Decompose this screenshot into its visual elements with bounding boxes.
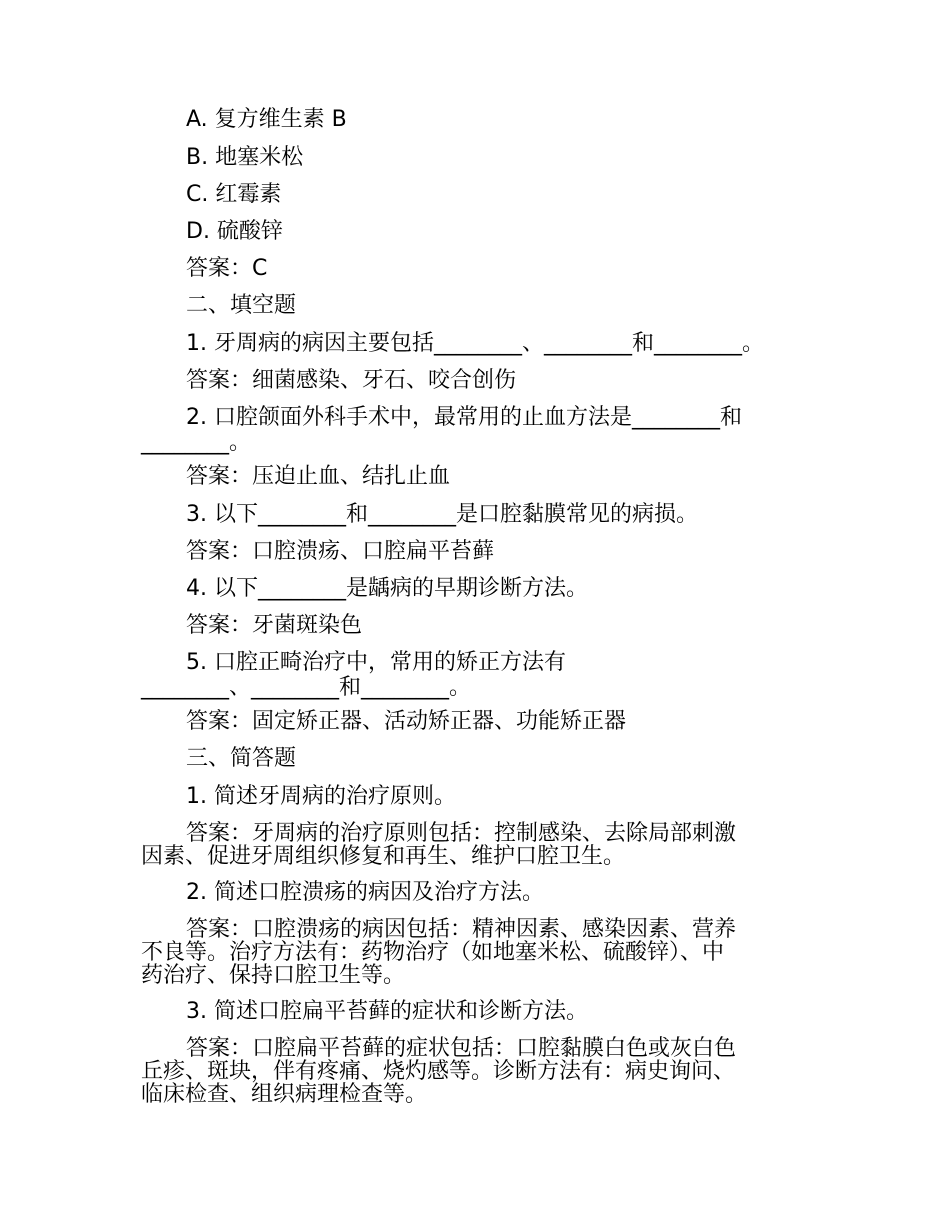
short-answer-2-line1: 答案：口腔溃疡的病因包括：精神因素、感染因素、营养 bbox=[186, 917, 737, 942]
short-answer-2-line3: 药治疗、保持口腔卫生等。 bbox=[141, 963, 406, 988]
short-question-2: 2. 简述口腔溃疡的病因及治疗方法。 bbox=[186, 880, 544, 905]
fill-question-2-line2: ________。 bbox=[141, 430, 252, 455]
option-d: D. 硫酸锌 bbox=[186, 219, 283, 244]
fill-question-4: 4. 以下________是龋病的早期诊断方法。 bbox=[186, 576, 588, 601]
fill-answer-2: 答案：压迫止血、结扎止血 bbox=[186, 464, 451, 489]
fill-question-5-line1: 5. 口腔正畸治疗中，常用的矫正方法有 bbox=[186, 650, 566, 675]
short-question-1: 1. 简述牙周病的治疗原则。 bbox=[186, 784, 456, 809]
option-b: B. 地塞米松 bbox=[186, 145, 304, 170]
short-question-3: 3. 简述口腔扁平苔藓的症状和诊断方法。 bbox=[186, 999, 588, 1024]
option-c: C. 红霉素 bbox=[186, 182, 282, 207]
mc-answer: 答案：C bbox=[186, 256, 268, 281]
short-answer-3-line1: 答案：口腔扁平苔藓的症状包括：口腔黏膜白色或灰白色 bbox=[186, 1036, 737, 1061]
fill-question-3: 3. 以下________和________是口腔黏膜常见的病损。 bbox=[186, 502, 698, 527]
section2-title: 二、填空题 bbox=[186, 293, 297, 318]
fill-answer-3: 答案：口腔溃疡、口腔扁平苔藓 bbox=[186, 539, 495, 564]
fill-question-5-line2: ________、________和________。 bbox=[141, 675, 472, 700]
fill-question-1: 1. 牙周病的病因主要包括________、________和________。 bbox=[186, 331, 764, 356]
short-answer-1-line1: 答案：牙周病的治疗原则包括：控制感染、去除局部刺激 bbox=[186, 821, 737, 846]
fill-question-2-line1: 2. 口腔颌面外科手术中，最常用的止血方法是________和 bbox=[186, 405, 742, 430]
fill-answer-5: 答案：固定矫正器、活动矫正器、功能矫正器 bbox=[186, 709, 627, 734]
short-answer-2-line2: 不良等。治疗方法有：药物治疗（如地塞米松、硫酸锌）、中 bbox=[141, 940, 725, 965]
short-answer-3-line2: 丘疹、斑块，伴有疼痛、烧灼感等。诊断方法有：病史询问、 bbox=[141, 1059, 736, 1084]
short-answer-3-line3: 临床检查、组织病理检查等。 bbox=[141, 1082, 428, 1107]
short-answer-1-line2: 因素、促进牙周组织修复和再生、维护口腔卫生。 bbox=[141, 844, 626, 869]
option-a: A. 复方维生素 B bbox=[186, 107, 347, 132]
fill-answer-1: 答案：细菌感染、牙石、咬合创伤 bbox=[186, 368, 517, 393]
fill-answer-4: 答案：牙菌斑染色 bbox=[186, 613, 363, 638]
section3-title: 三、简答题 bbox=[186, 746, 297, 771]
